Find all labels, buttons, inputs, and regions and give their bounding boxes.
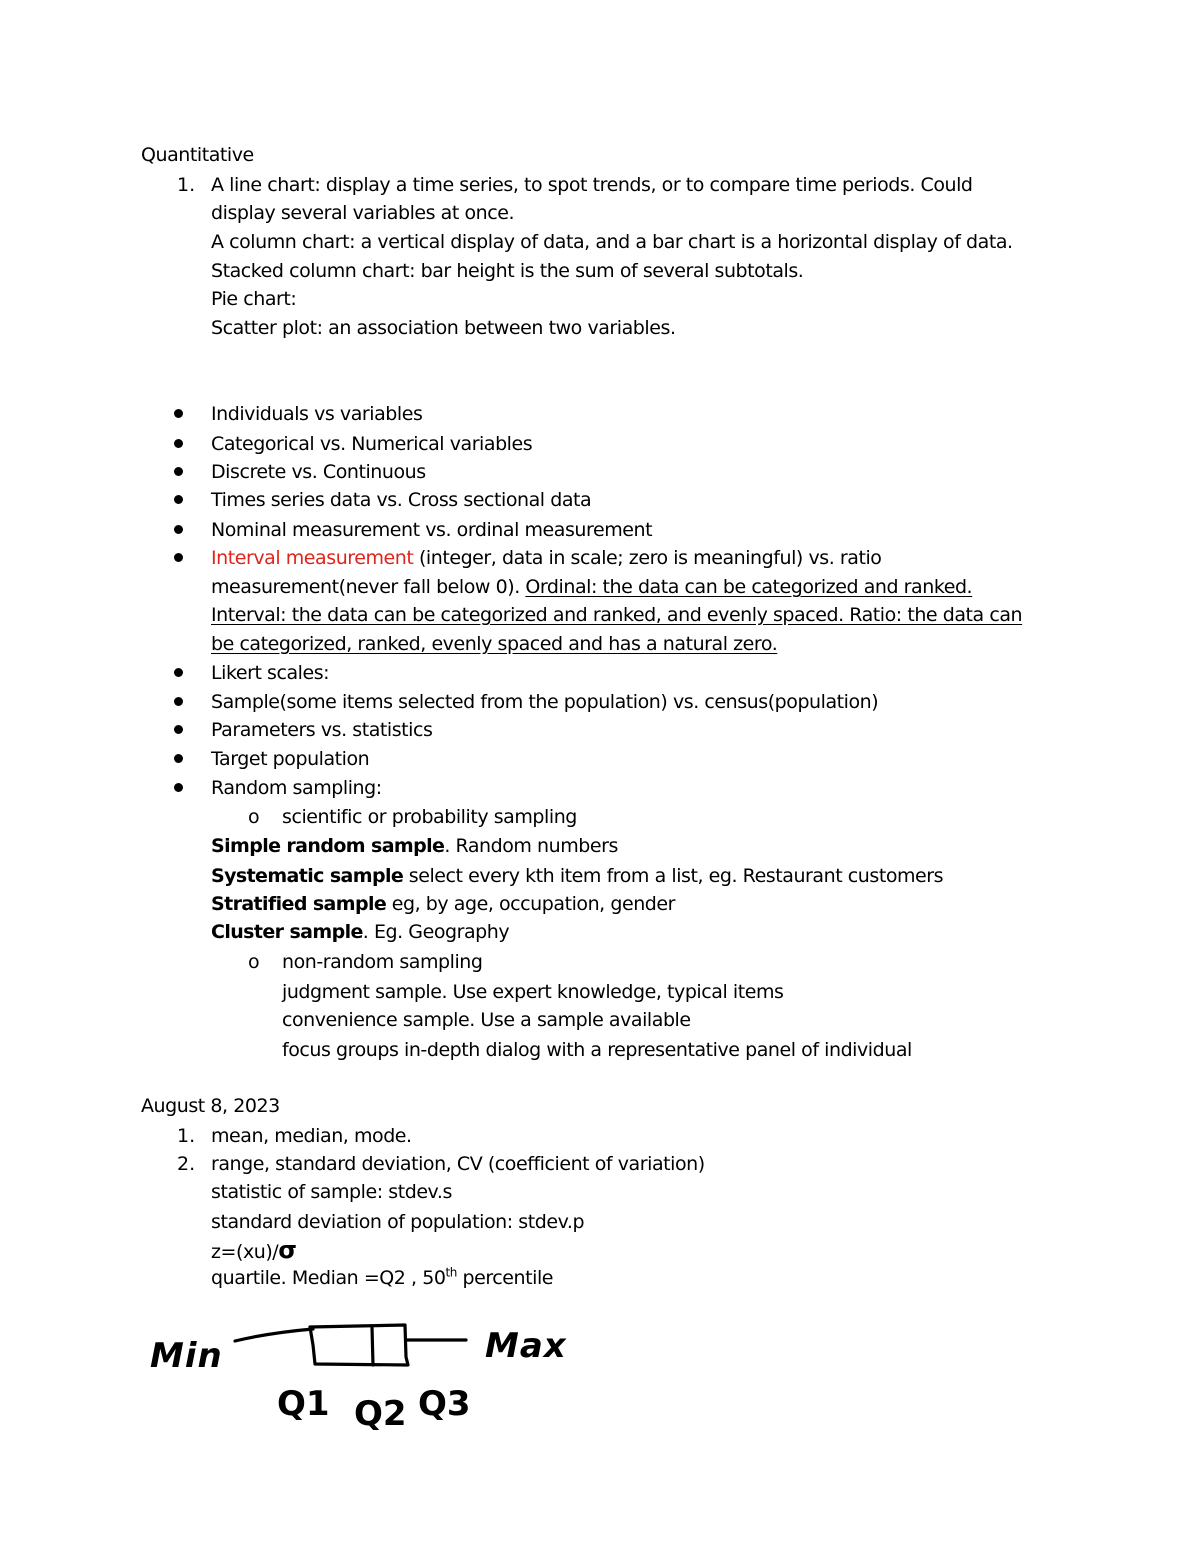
systematic-sample xyxy=(211,864,943,888)
min-label: Min xyxy=(150,1336,223,1376)
q3-label: Q3 xyxy=(418,1384,471,1424)
percentile-word: percentile xyxy=(456,1267,554,1289)
q1-label: Q1 xyxy=(277,1384,330,1424)
term: Stratified sample xyxy=(211,893,387,915)
list-item: range, standard deviation, CV (coefficient of variation) xyxy=(211,1153,705,1175)
bullet-item: Times series data vs. Cross sectional data xyxy=(211,489,592,511)
ratio-definition: be categorized, ranked, evenly spaced and has a natural zero. xyxy=(211,633,778,655)
term-desc: select every kth item from a list, eg. Restaurant customers xyxy=(403,865,944,887)
bullet-item: Discrete vs. Continuous xyxy=(211,461,426,483)
bullet-dot xyxy=(174,439,183,448)
bullet-dot xyxy=(174,725,183,734)
bullet-item: Nominal measurement vs. ordinal measurement xyxy=(211,519,653,541)
bullet-item-interval xyxy=(211,546,881,570)
stacked-chart-text: Stacked column chart: bar height is the sum of several subtotals. xyxy=(211,260,804,282)
stratified-sample xyxy=(211,892,675,916)
z-formula-end: u)/ xyxy=(253,1241,279,1263)
bullet-dot xyxy=(174,754,183,763)
scatter-plot-text: Scatter plot: an association between two variables. xyxy=(211,317,676,339)
q2-label: Q2 xyxy=(354,1394,407,1430)
bullet-dot xyxy=(174,783,183,792)
ordinal-suffix: th xyxy=(445,1265,457,1280)
quartile-main: quartile. Median =Q2 , 50 xyxy=(211,1267,446,1289)
box xyxy=(310,1325,408,1365)
term-desc: . Eg. Geography xyxy=(362,921,510,943)
term: Systematic sample xyxy=(211,865,404,887)
focus-groups: focus groups in-depth dialog with a representative panel of individual xyxy=(282,1039,912,1061)
cluster-sample xyxy=(211,920,509,944)
bullet-dot xyxy=(174,495,183,504)
list-number: 1. xyxy=(177,1125,196,1147)
stdev-sample: statistic of sample: stdev.s xyxy=(211,1181,452,1203)
term-desc: eg, by age, occupation, gender xyxy=(386,893,675,915)
bullet-item: Categorical vs. Numerical variables xyxy=(211,433,533,455)
list-number: 1. xyxy=(177,174,196,196)
heading-quantitative: Quantitative xyxy=(141,144,254,166)
stdev-population: standard deviation of population: stdev.p xyxy=(211,1211,585,1233)
interval-text-2: measurement(never fall below 0). xyxy=(211,576,526,598)
line-chart-text-cont: display several variables at once. xyxy=(211,202,515,224)
bullet-dot xyxy=(174,697,183,706)
sub-bullet-marker: o xyxy=(248,806,260,828)
convenience-sample: convenience sample. Use a sample available xyxy=(282,1009,691,1031)
median-line xyxy=(372,1327,373,1365)
list-number: 2. xyxy=(177,1153,196,1175)
quartile-text xyxy=(211,1266,553,1290)
judgment-sample: judgment sample. Use expert knowledge, typical items xyxy=(282,981,784,1003)
max-label: Max xyxy=(485,1326,567,1366)
z-formula-start: z=(x xyxy=(211,1241,254,1263)
pie-chart-text: Pie chart: xyxy=(211,288,297,310)
left-whisker xyxy=(235,1329,313,1341)
sigma-symbol: σ xyxy=(278,1236,297,1264)
probability-sampling: scientific or probability sampling xyxy=(282,806,577,828)
bullet-dot xyxy=(174,553,183,562)
bullet-dot xyxy=(174,668,183,677)
line-chart-text: A line chart: display a time series, to spot trends, or to compare time periods. Could xyxy=(211,174,973,196)
interval-line2 xyxy=(211,575,972,599)
bullet-dot xyxy=(174,467,183,476)
bullet-item: Random sampling: xyxy=(211,777,382,799)
interval-text: (integer, data in scale; zero is meaningful) vs. ratio xyxy=(413,547,882,569)
interval-definition: Interval: the data can be categorized and ranked, and evenly spaced. Ratio: the data can xyxy=(211,604,1023,626)
term: Cluster sample xyxy=(211,921,363,943)
list-item: mean, median, mode. xyxy=(211,1125,412,1147)
z-score-formula xyxy=(211,1238,297,1264)
ordinal-definition: Ordinal: the data can be categorized and ranked. xyxy=(525,576,973,598)
box-plot-sketch xyxy=(140,1305,580,1430)
term: Simple random sample xyxy=(211,835,445,857)
bullet-dot xyxy=(174,409,183,418)
bullet-item: Individuals vs variables xyxy=(211,403,423,425)
bullet-item: Likert scales: xyxy=(211,662,330,684)
term-desc: . Random numbers xyxy=(444,835,618,857)
bullet-dot xyxy=(174,525,183,534)
interval-highlight: Interval measurement xyxy=(211,547,414,569)
column-chart-text: A column chart: a vertical display of data, and a bar chart is a horizontal display of data. xyxy=(211,231,1013,253)
bullet-item: Sample(some items selected from the population) vs. census(population) xyxy=(211,691,879,713)
bullet-item: Parameters vs. statistics xyxy=(211,719,433,741)
date-heading: August 8, 2023 xyxy=(141,1095,280,1117)
sub-bullet-marker: o xyxy=(248,951,260,973)
bullet-item: Target population xyxy=(211,748,370,770)
simple-random-sample xyxy=(211,834,618,858)
non-random-sampling: non-random sampling xyxy=(282,951,483,973)
